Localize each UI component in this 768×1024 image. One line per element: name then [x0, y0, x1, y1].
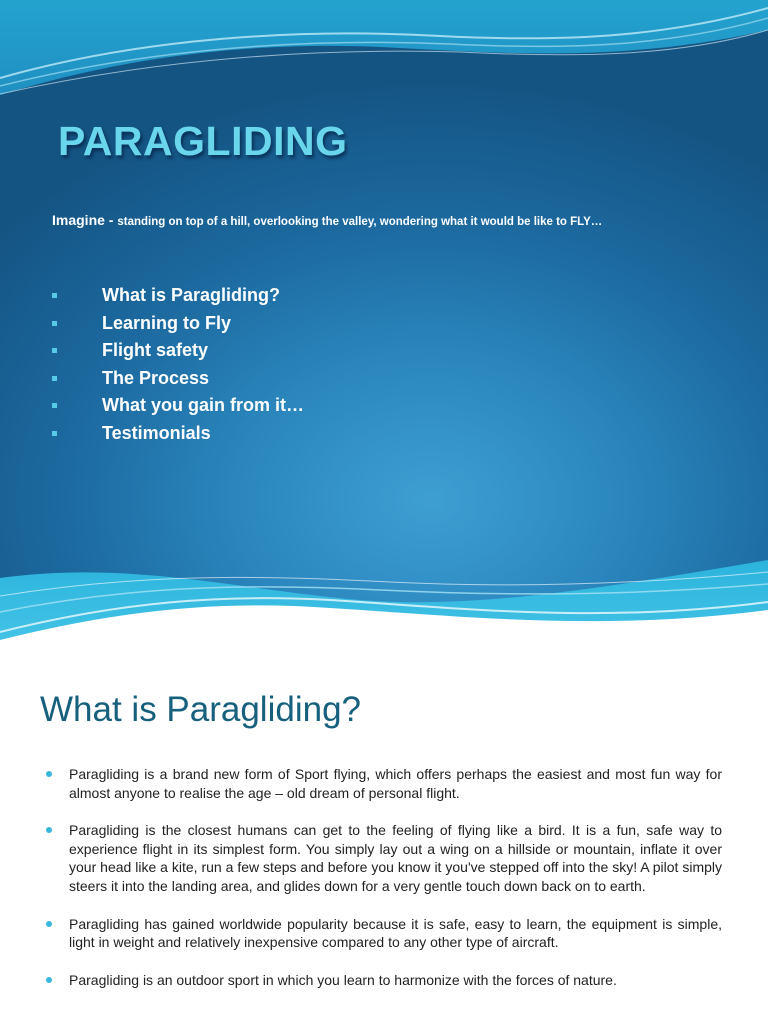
agenda-item-label: The Process [102, 367, 210, 388]
agenda-item-label: Flight safety [102, 340, 209, 361]
round-bullet-icon [46, 827, 52, 833]
round-bullet-icon [46, 771, 52, 777]
square-bullet-icon [52, 321, 57, 326]
agenda-item-label: Learning to Fly [102, 312, 232, 333]
content-slide [0, 660, 768, 1024]
square-bullet-icon [52, 376, 57, 381]
square-bullet-icon [52, 431, 57, 436]
paragraph-list [44, 765, 722, 1008]
round-bullet-icon [46, 921, 52, 927]
paragraph-text: Paragliding is a brand new form of Sport flying, which offers perhaps the easiest and most fun way for almost anyone to realise the age – old dream of personal flight. [69, 766, 722, 801]
square-bullet-icon [52, 403, 57, 408]
section-heading: What is Paragliding? [40, 690, 361, 729]
paragraph-text: Paragliding is the closest humans can get to the feeling of flying like a bird. It is a fun, safe way to experience flight in its simplest form. You simply lay out a wing on a hillside or mountain, inflate it over your head like a kite, run a few steps and before you know it you've stepped off into the sky! A pilot simply steers it into the landing area, and glides down for a very gentle touch down back on to earth. [69, 822, 722, 894]
page-title: PARAGLIDING [58, 118, 348, 164]
agenda-item-label: What you gain from it… [102, 395, 304, 416]
agenda-item-label: Testimonials [102, 422, 211, 443]
agenda-item [48, 337, 304, 365]
intro-text: standing on top of a hill, overlooking the valley, wondering what it would be like to FLY… [117, 216, 603, 228]
intro-lead: Imagine - [52, 212, 118, 228]
round-bullet-icon [46, 977, 52, 983]
paragraph-text: Paragliding has gained worldwide popularity because it is safe, easy to learn, the equipment is simple, light in weight and relatively inexpensive compared to any other type of aircraft. [69, 915, 722, 951]
agenda-item [48, 282, 304, 310]
paragraph-item [44, 915, 722, 952]
square-bullet-icon [52, 348, 57, 353]
paragraph-item [44, 765, 722, 802]
paragraph-text: Paragliding is an outdoor sport in which you learn to harmonize with the forces of nature. [69, 971, 617, 988]
agenda-item-label: What is Paragliding? [102, 285, 281, 305]
agenda-item [48, 420, 304, 448]
paragraph-item [44, 821, 722, 895]
intro-line [52, 212, 752, 230]
paragraph-item [44, 971, 722, 990]
agenda-list [48, 282, 304, 448]
agenda-item [48, 310, 304, 338]
agenda-item [48, 365, 304, 393]
square-bullet-icon [52, 293, 57, 298]
agenda-item [48, 392, 304, 420]
